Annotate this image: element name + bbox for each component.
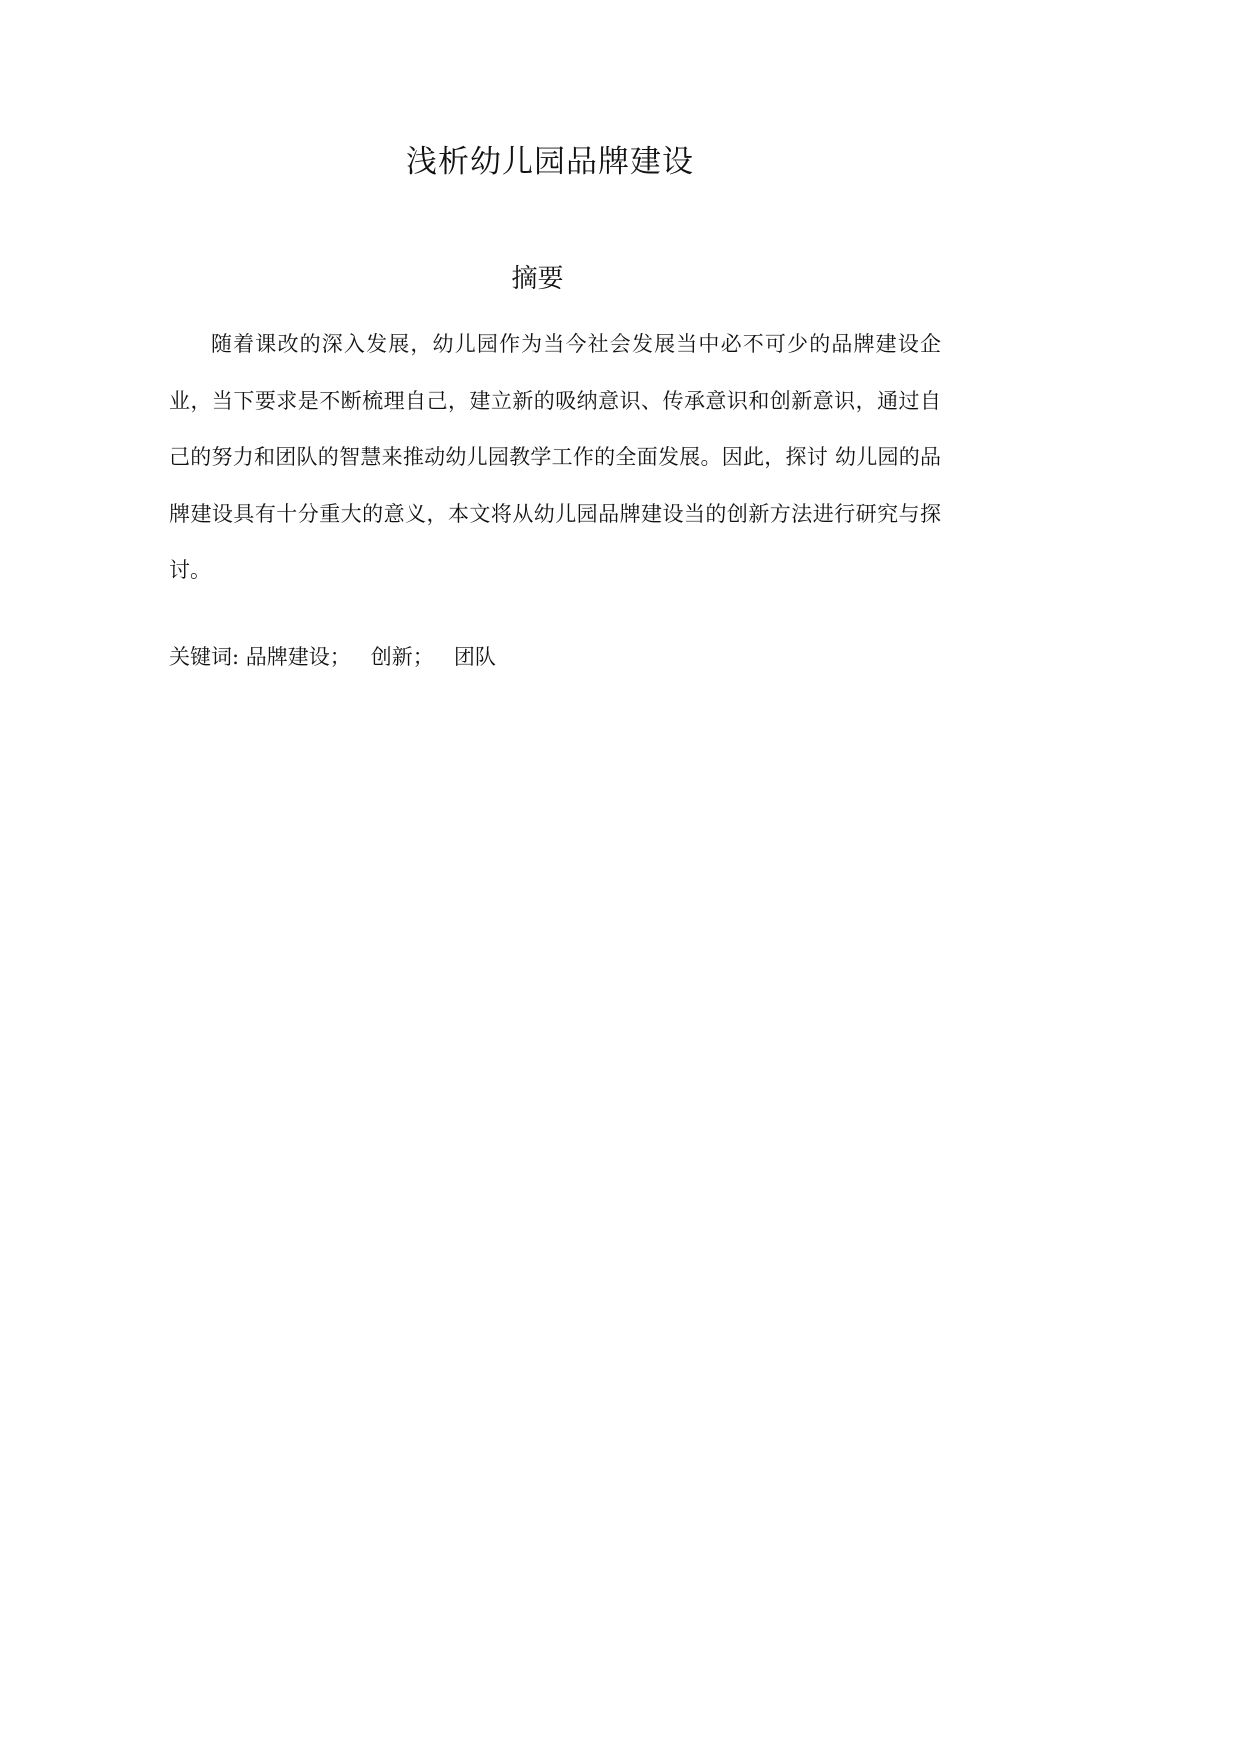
keyword-item: 团队: [453, 645, 496, 669]
keywords-line: [169, 642, 941, 672]
keyword-item: 创新；: [370, 645, 434, 669]
keyword-item: 品牌建设；: [245, 645, 351, 669]
paper-title: 浅析幼儿园品牌建设: [406, 144, 694, 180]
abstract-heading: 摘要: [511, 264, 564, 294]
keywords-separator: :: [232, 645, 246, 669]
keywords-label: 关键词: [169, 645, 232, 669]
abstract-text: 随着课改的深入发展，幼儿园作为当今社会发展当中必不可少的品牌建设企业，当下要求是不断梳理自己，建立新的吸纳意识、传承意识和创新意识，通过自己的努力和团队的智慧来推动幼儿园教学工作的全面发展。因此，探讨 幼儿园的品牌建设具有十分重大的意义，本文将从幼儿园品牌建设当的创新方法进行研究与探讨。: [169, 332, 941, 582]
